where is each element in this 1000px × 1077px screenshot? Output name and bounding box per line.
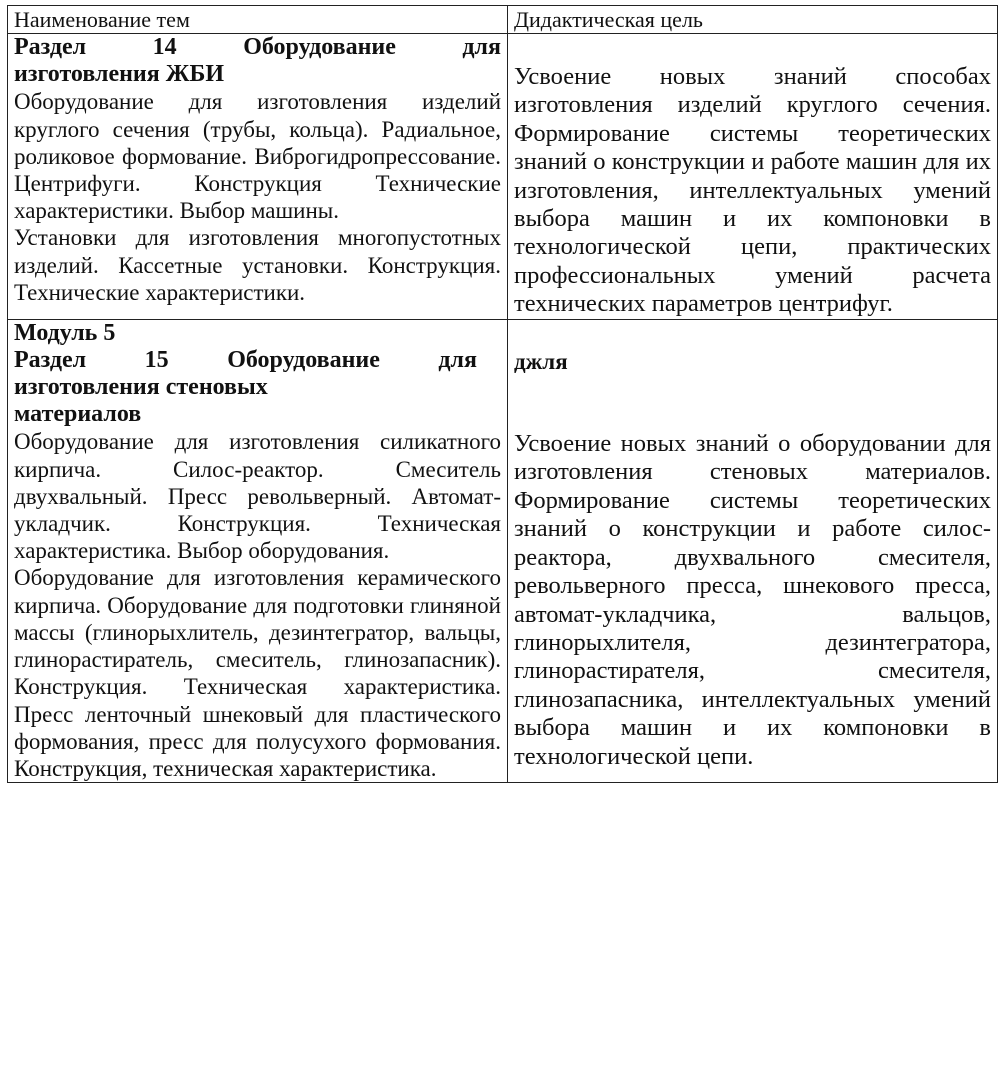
section-14-goal: Усвоение новых знаний способах изготовления изделий круглого сечения. Формирование системы теоретических знаний о конструкции и работе машин для их изготовления, интеллектуальных умений выбора машин и их компоновки в технологической цепи, практических профессиональных умений расчета технических параметров центрифуг. <box>514 63 991 318</box>
goal-cell-section-14 <box>508 34 998 320</box>
section-15-title-line2: изготовления стеновых <box>14 374 268 401</box>
section-15-paragraph2: Оборудование для изготовления керамического кирпича. Оборудование для подготовки глиняной массы (глинорыхлитель, дезинтегратор, вальцы, глинорастиратель, смеситель, глинозапасник). Конструкция. Техническая характеристика. Пресс ленточный шнековый для пластического формования, пресс для полусухого формования. Конструкция, техническая характеристика. <box>14 565 501 781</box>
header-topics: Наименование тем <box>8 6 508 34</box>
section-14-title-line1: Раздел 14 Оборудование для <box>14 34 501 60</box>
section-14-title-line2: изготовления ЖБИ <box>14 61 224 88</box>
table-header-row <box>8 6 998 34</box>
section-15-title-line1: Раздел 15 Оборудование для <box>14 346 477 373</box>
section-15-goal: Усвоение новых знаний о оборудовании для изготовления стеновых материалов. Формирование системы теоретических знаний о конструкции и работе силос-реактора, двухвального смесителя, револьверного пресса, шнекового пресса, автомат-укладчика, вальцов, глинорыхлителя, дезинтегратора, глинорастирателя, смесителя, глинозапасника, интеллектуальных умений выбора машин и их компоновки в технологической цепи. <box>514 430 991 770</box>
section-14-paragraph2: Установки для изготовления многопустотных изделий. Кассетные установки. Конструкция. Технические характеристики. <box>14 225 501 305</box>
module-label: Модуль 5 <box>14 319 116 346</box>
table-row <box>8 34 998 320</box>
goal-cell-section-15 <box>508 319 998 782</box>
topics-cell-section-14 <box>8 34 508 320</box>
section-15-paragraph1: Оборудование для изготовления силикатного кирпича. Силос-реактор. Смеситель двухвальный. Пресс револьверный. Автомат-укладчик. Конструкция. Техническая характеристика. Выбор оборудования. <box>14 429 501 564</box>
topics-table <box>7 5 998 783</box>
section-15-goal-label: джля <box>514 348 568 374</box>
topics-cell-section-15 <box>8 319 508 782</box>
table-row <box>8 319 998 782</box>
header-goal: Дидактическая цель <box>508 6 998 34</box>
section-14-paragraph1: Оборудование для изготовления изделий круглого сечения (трубы, кольца). Радиальное, роликовое формование. Виброгидропрессование. Центрифуги. Конструкция Технические характеристики. Выбор машины. <box>14 89 501 224</box>
section-15-title-line3: материалов <box>14 401 142 428</box>
